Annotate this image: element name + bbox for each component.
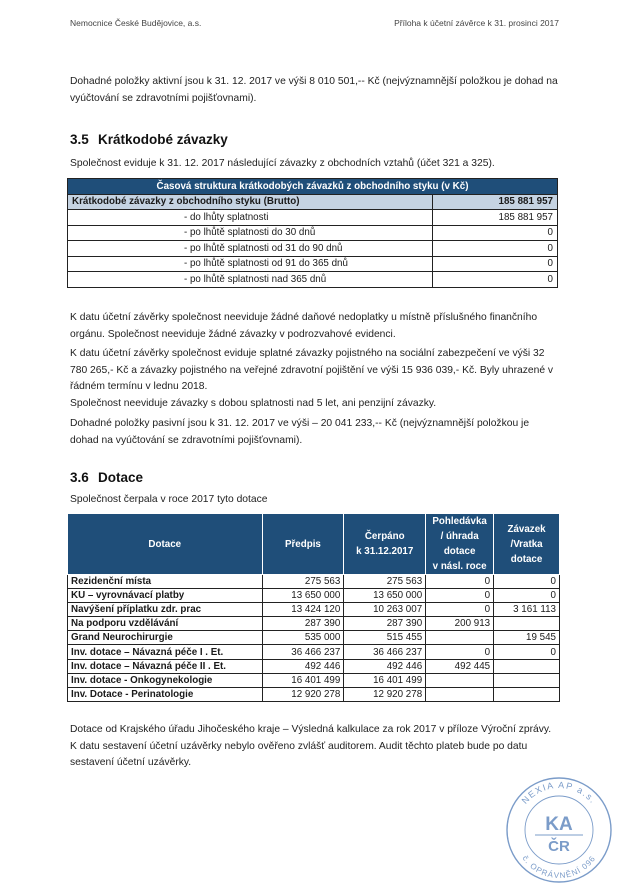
stamp-top-text: NEXIA AP a.s. xyxy=(519,779,599,806)
paragraph-accruals: Dohadné položky pasivní jsou k 31. 12. 2017 ve výši – 20 041 233,-- Kč (nejvýznamnější položkou je dohad na vyúčtování se zdravotními pojišťovnami). xyxy=(70,418,530,446)
subsidy-zavazek xyxy=(494,687,560,701)
subsidy-pohledavka: 200 913 xyxy=(426,617,494,631)
section-3-5-heading xyxy=(70,132,228,147)
subsidy-zavazek: 0 xyxy=(494,589,560,603)
table-row xyxy=(68,241,558,257)
section-3-5-number: 3.5 xyxy=(70,132,89,147)
subsidy-name: Inv. dotace – Návazná péče II . Et. xyxy=(68,659,263,673)
col-header-predpis: Předpis xyxy=(262,514,344,575)
stamp-center-top: KA xyxy=(545,814,573,835)
subsidy-name: KU – vyrovnávací platby xyxy=(68,589,263,603)
subsidy-name: Inv. dotace - Onkogynekologie xyxy=(68,673,263,687)
subsidy-zavazek: 0 xyxy=(494,645,560,659)
subsidy-predpis: 492 446 xyxy=(262,659,344,673)
row-value: 0 xyxy=(433,256,558,272)
subsidy-zavazek xyxy=(494,673,560,687)
col-header-dotace: Dotace xyxy=(68,514,263,575)
section-3-5-intro: Společnost eviduje k 31. 12. 2017 následující závazky z obchodních vztahů (účet 321 a 325). xyxy=(70,158,495,169)
table-row xyxy=(68,645,560,659)
brutto-value: 185 881 957 xyxy=(433,194,558,210)
subsidy-predpis: 275 563 xyxy=(262,575,344,589)
paragraph-tax: K datu účetní závěrky společnost neeviduje žádné daňové nedoplatky u místně příslušného finančního orgánu. Společnost neeviduje žádné závazky v podrozvahové evidenci. xyxy=(70,312,538,340)
section-3-6-number: 3.6 xyxy=(70,470,89,485)
subsidy-name: Grand Neurochirurgie xyxy=(68,631,263,645)
paragraph-insurance: K datu účetní závěrky společnost eviduje splatné závazky pojistného na sociální zabezpečení ve výši 32 780 265,- Kč a závazky pojistného na veřejné zdravotní pojištění ve výši 15 936 039,- Kč. Byly uhrazené v řádném termínu v lednu 2018. xyxy=(70,348,554,392)
subsidy-zavazek xyxy=(494,659,560,673)
subsidy-predpis: 16 401 499 xyxy=(262,673,344,687)
subsidy-pohledavka: 0 xyxy=(426,575,494,589)
paragraph-long-term: Společnost neeviduje závazky s dobou splatnosti nad 5 let, ani penzijní závazky. xyxy=(70,398,437,409)
subsidy-predpis: 535 000 xyxy=(262,631,344,645)
subsidy-pohledavka: 0 xyxy=(426,589,494,603)
svg-text:č. OPRÁVNĚNÍ 096 xyxy=(520,854,597,880)
pohledavka-line-4: v násl. roce xyxy=(432,561,487,572)
cerpano-line-2: k 31.12.2017 xyxy=(356,546,414,557)
row-label: - po lhůtě splatnosti nad 365 dnů xyxy=(68,272,433,288)
subsidy-pohledavka xyxy=(426,687,494,701)
section-3-6-heading xyxy=(70,470,143,485)
subsidy-predpis: 12 920 278 xyxy=(262,687,344,701)
subsidy-pohledavka: 492 445 xyxy=(426,659,494,673)
table-row xyxy=(68,589,560,603)
table-row xyxy=(68,687,560,701)
intro-paragraph: Dohadné položky aktivní jsou k 31. 12. 2017 ve výši 8 010 501,-- Kč (nejvýznamnější položkou je dohad na vyúčtování se zdravotními pojišťovnami). xyxy=(70,76,558,104)
table-row xyxy=(68,673,560,687)
subsidy-zavazek: 0 xyxy=(494,575,560,589)
row-label: - do lhůty splatnosti xyxy=(68,210,433,226)
auditor-stamp-icon xyxy=(500,772,618,884)
subsidy-name: Inv. dotace – Návazná péče I . Et. xyxy=(68,645,263,659)
zavazek-line-1: Závazek xyxy=(507,523,546,535)
table-row xyxy=(68,603,560,617)
cerpano-line-1: Čerpáno xyxy=(364,531,405,542)
row-value: 185 881 957 xyxy=(433,210,558,226)
table-row xyxy=(68,617,560,631)
pohledavka-line-2: / úhrada xyxy=(440,531,479,542)
subsidy-cerpano: 492 446 xyxy=(344,659,426,673)
subsidy-predpis: 13 650 000 xyxy=(262,589,344,603)
subsidy-cerpano: 16 401 499 xyxy=(344,673,426,687)
zavazek-line-2: /Vratka xyxy=(510,538,543,550)
row-value: 0 xyxy=(433,272,558,288)
col-header-cerpano xyxy=(344,514,426,575)
row-value: 0 xyxy=(433,225,558,241)
pohledavka-line-1: Pohledávka xyxy=(432,516,487,527)
subsidy-pohledavka xyxy=(426,673,494,687)
subsidies-table xyxy=(67,513,560,702)
subsidy-name: Inv. Dotace - Perinatologie xyxy=(68,687,263,701)
table-row xyxy=(68,631,560,645)
section-3-5-title: Krátkodobé závazky xyxy=(98,132,228,147)
subsidy-pohledavka: 0 xyxy=(426,645,494,659)
subsidy-zavazek: 19 545 xyxy=(494,631,560,645)
subsidy-cerpano: 275 563 xyxy=(344,575,426,589)
row-value: 0 xyxy=(433,241,558,257)
stamp-bottom-text: č. OPRÁVNĚNÍ 096 xyxy=(520,853,598,881)
row-label: - po lhůtě splatnosti od 31 do 90 dnů xyxy=(68,241,433,257)
subsidies-header-row xyxy=(68,514,560,575)
table-row xyxy=(68,210,558,226)
subsidy-cerpano: 12 920 278 xyxy=(344,687,426,701)
subsidy-cerpano: 287 390 xyxy=(344,617,426,631)
table-row xyxy=(68,256,558,272)
subsidy-name: Rezidenční místa xyxy=(68,575,263,589)
subsidy-zavazek: 3 161 113 xyxy=(494,603,560,617)
subsidy-cerpano: 36 466 237 xyxy=(344,645,426,659)
subsidy-name: Na podporu vzdělávání xyxy=(68,617,263,631)
stamp-center-bottom: ČR xyxy=(548,838,570,855)
pohledavka-line-3: dotace xyxy=(443,546,476,557)
row-label: - po lhůtě splatnosti do 30 dnů xyxy=(68,225,433,241)
liabilities-table-title: Časová struktura krátkodobých závazků z obchodního styku (v Kč) xyxy=(68,179,558,195)
subsidy-zavazek xyxy=(494,617,560,631)
closing-paragraph: Dotace od Krajského úřadu Jihočeského kraje – Výsledná kalkulace za rok 2017 v příloze Výroční zprávy. K datu sestavení účetní uzávěrky nebylo ověřeno zvlášť auditorem. Audit těchto plateb bude po datu sestavení účetní uzávěrky. xyxy=(70,724,552,768)
subsidy-cerpano: 515 455 xyxy=(344,631,426,645)
header-company: Nemocnice České Budějovice, a.s. xyxy=(70,18,202,28)
brutto-label: Krátkodobé závazky z obchodního styku (Brutto) xyxy=(68,194,433,210)
section-3-6-intro: Společnost čerpala v roce 2017 tyto dotace xyxy=(70,494,268,505)
subsidy-cerpano: 13 650 000 xyxy=(344,589,426,603)
subsidy-pohledavka xyxy=(426,631,494,645)
subsidy-pohledavka: 0 xyxy=(426,603,494,617)
subsidy-cerpano: 10 263 007 xyxy=(344,603,426,617)
col-header-pohledavka xyxy=(426,514,494,575)
table-row xyxy=(68,272,558,288)
table-row xyxy=(68,225,558,241)
zavazek-line-3: dotace xyxy=(510,553,543,565)
liabilities-brutto-row xyxy=(68,194,558,210)
row-label: - po lhůtě splatnosti od 91 do 365 dnů xyxy=(68,256,433,272)
subsidy-predpis: 36 466 237 xyxy=(262,645,344,659)
liabilities-table xyxy=(67,178,558,288)
table-row xyxy=(68,659,560,673)
subsidy-predpis: 287 390 xyxy=(262,617,344,631)
table-row xyxy=(68,575,560,589)
section-3-6-title: Dotace xyxy=(98,470,144,485)
header-document-title: Příloha k účetní závěrce k 31. prosinci 2017 xyxy=(394,18,559,28)
subsidy-predpis: 13 424 120 xyxy=(262,603,344,617)
subsidy-name: Navýšení příplatku zdr. prac xyxy=(68,603,263,617)
col-header-zavazek xyxy=(494,514,560,575)
liabilities-table-title-row xyxy=(68,179,558,195)
svg-text:NEXIA AP a.s. xyxy=(520,780,599,806)
